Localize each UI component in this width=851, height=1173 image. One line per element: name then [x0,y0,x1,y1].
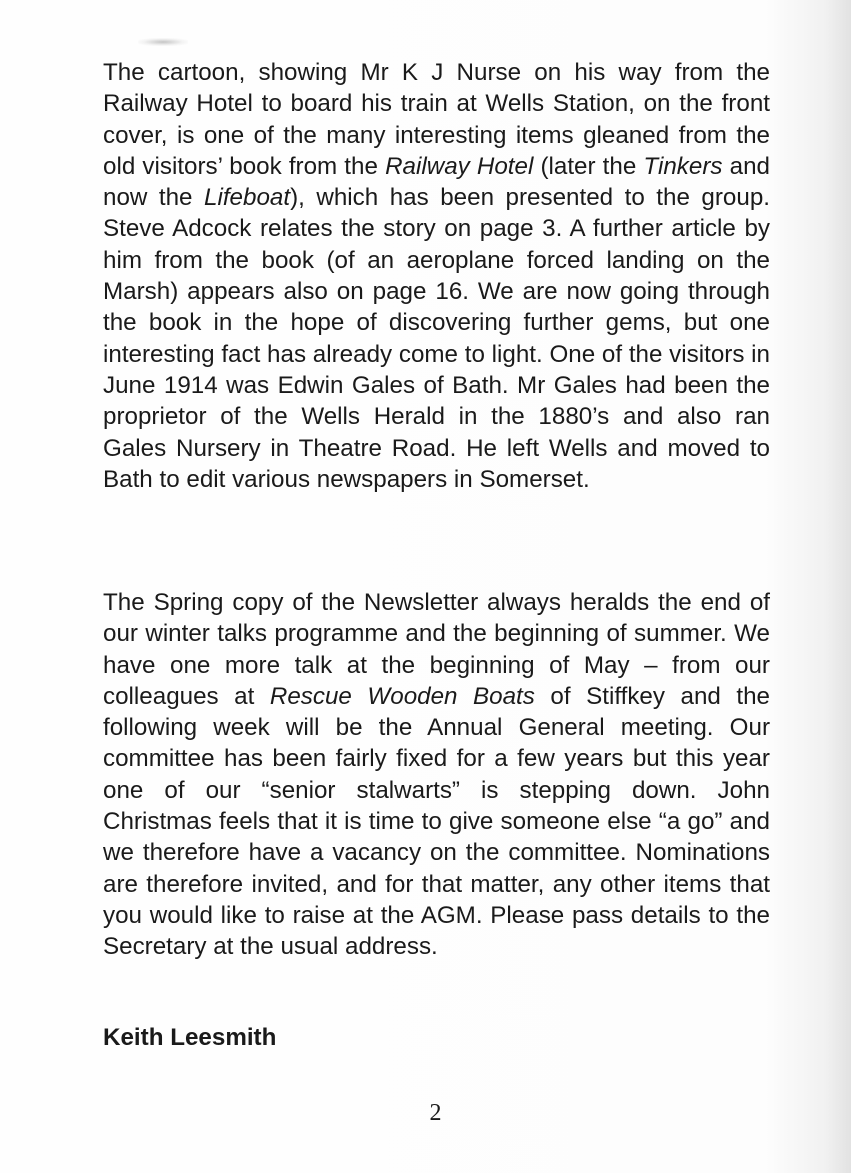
page-number: 2 [429,1100,442,1126]
body-text-block [103,57,770,495]
italic-rescue-wooden-boats: Rescue Wooden Boats [269,682,535,710]
text-run: (later the [533,152,644,180]
paragraph-spring-newsletter [103,587,770,963]
italic-railway-hotel: Railway Hotel [385,152,534,180]
text-run: of Stiffkey and the following week will be the Annual General meeting. Our committee has been fairly fixed for a few years but this year one of our “senior stalwarts” is stepping down. John Christmas feels that it is time to give someone else “a go” and we therefore have a vacancy on the committee. Nominations are therefore invited, and for that matter, any other items that you would like to raise at the AGM. Please pass details to the Secretary at the usual address. [103,682,770,961]
paragraph-cartoon [103,57,770,495]
text-run: and now the [103,152,770,212]
text-run: ), which has been presented to the group. Steve Adcock relates the story on page 3. A further article by him from the book (of an aeroplane forced landing on the Marsh) appears also on page 16. We are now going through the book in the hope of discovering further gems, but one interesting fact has already come to light. One of the visitors in June 1914 was Edwin Gales of Bath. Mr Gales had been the proprietor of the Wells Herald in the 1880’s and also ran Gales Nursery in Theatre Road. He left Wells and moved to Bath to edit various newspapers in Somerset. [103,184,771,493]
text-run: The Spring copy of the Newsletter always heralds the end of our winter talks programme and the beginning of summer. We have one more talk at the beginning of May – from our colleagues at [103,589,770,710]
italic-lifeboat: Lifeboat [204,184,291,212]
body-text-block [103,587,770,963]
scan-mark [138,38,188,46]
text-run: The cartoon, showing Mr K J Nurse on his way from the Railway Hotel to board his train at Wells Station, on the front cover, is one of the many interesting items gleaned from the old visitors’ book from the [103,59,770,180]
author-signature: Keith Leesmith [103,1024,277,1051]
italic-tinkers: Tinkers [643,152,723,180]
